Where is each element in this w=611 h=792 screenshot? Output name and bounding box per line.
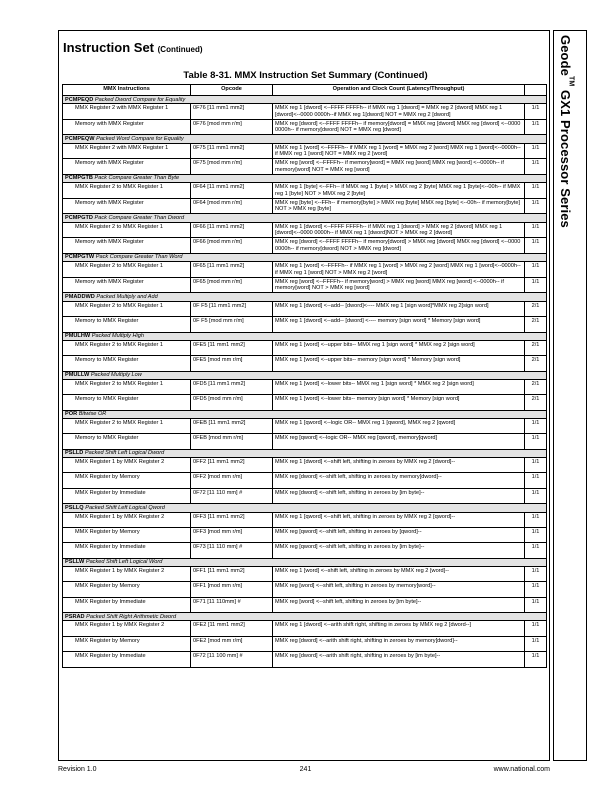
cell-instruction: MMX Register 2 with MMX Register 1 xyxy=(63,143,191,159)
table-row xyxy=(63,582,547,597)
table-row xyxy=(63,159,547,175)
cell-latency: 1/1 xyxy=(525,198,547,214)
group-header-row xyxy=(63,214,547,222)
cell-opcode: 0F F5 [mod mm r/m] xyxy=(191,317,273,332)
group-header xyxy=(63,410,547,418)
cell-opcode: 0FD5 [11 mm1 mm2] xyxy=(191,379,273,394)
cell-latency: 1/1 xyxy=(525,277,547,293)
group-header-row xyxy=(63,174,547,182)
group-header xyxy=(63,558,547,566)
cell-opcode: 0FF3 [11 mm1 mm2] xyxy=(191,512,273,527)
cell-operation: MMX reg [word] <--FFFFh-- if memory[word] = MMX reg [word] MMX reg [word] <--0000h-- if memory[word] NOT = MMX reg [word] xyxy=(273,159,525,175)
cell-operation: MMX reg [qword] <--logic OR-- MMX reg [qword], memory[qword] xyxy=(273,434,525,449)
table-row xyxy=(63,543,547,558)
footer-website[interactable]: www.national.com xyxy=(493,766,550,773)
group-header-row xyxy=(63,371,547,379)
cell-instruction: MMX Register 1 by MMX Register 2 xyxy=(63,621,191,636)
group-mnemonic: POR xyxy=(65,411,78,418)
group-header-row xyxy=(63,613,547,621)
cell-latency: 1/1 xyxy=(525,527,547,542)
cell-instruction: Memory with MMX Register xyxy=(63,159,191,175)
cell-instruction: MMX Register by Immediate xyxy=(63,652,191,667)
cell-instruction: MMX Register 2 to MMX Register 1 xyxy=(63,183,191,199)
cell-operation: MMX reg [qword] <--shift left, shifting in zeroes by [qword]-- xyxy=(273,527,525,542)
cell-opcode: 0F66 [mod mm r/m] xyxy=(191,238,273,254)
sidebar-title xyxy=(558,35,574,228)
cell-opcode: 0FEB [mod mm r/m] xyxy=(191,434,273,449)
header-latency xyxy=(525,85,547,96)
cell-opcode: 0FF1 [mod mm r/m] xyxy=(191,582,273,597)
trademark: TM xyxy=(567,75,575,87)
table-row xyxy=(63,418,547,433)
cell-opcode: 0FE2 [mod mm r/m] xyxy=(191,636,273,651)
table-row xyxy=(63,340,547,355)
group-mnemonic: PCMPEQD xyxy=(65,96,94,103)
cell-opcode: 0F75 [11 mm1 mm2] xyxy=(191,143,273,159)
table-row xyxy=(63,395,547,410)
cell-latency: 2/1 xyxy=(525,356,547,371)
cell-latency: 1/1 xyxy=(525,652,547,667)
cell-operation: MMX reg 1 [word] <--upper bits-- MMX reg 1 [sign word] * MMX reg 2 [sign word] xyxy=(273,340,525,355)
group-mnemonic: PCMPGTD xyxy=(65,214,93,221)
group-description: Bitwise OR xyxy=(78,411,107,418)
cell-instruction: MMX Register by Memory xyxy=(63,527,191,542)
cell-instruction: Memory to MMX Register xyxy=(63,395,191,410)
cell-latency: 1/1 xyxy=(525,262,547,278)
cell-opcode: 0F76 [11 mm1 mm2] xyxy=(191,104,273,120)
cell-instruction: MMX Register by Immediate xyxy=(63,488,191,503)
group-mnemonic: PCMPGTB xyxy=(65,175,93,182)
group-description: Packed Multiply Low xyxy=(90,372,142,379)
cell-operation: MMX reg 1 [dword] <--FFFF FFFFh-- if MMX reg 1 [dword] = MMX reg 2 [dword] MMX reg 1 [dword]<--0000 0000h--if MMX reg 1[dword] NOT = MMX reg 2 [dword] xyxy=(273,104,525,120)
group-description: Packed Shift Right Arithmetic Dword xyxy=(86,613,177,620)
group-description: Packed Shift Left Logical Qword xyxy=(85,504,165,511)
cell-operation: MMX reg [dword] <--FFFF FFFFh-- if memory[dword] > MMX reg [dword] MMX reg [dword] <--0000 0000h-- if memory[dword] NOT > MMX reg [dword] xyxy=(273,238,525,254)
group-mnemonic: PCMPGTW xyxy=(65,254,95,261)
cell-instruction: Memory to MMX Register xyxy=(63,356,191,371)
cell-instruction: Memory with MMX Register xyxy=(63,277,191,293)
group-header xyxy=(63,174,547,182)
cell-latency: 1/1 xyxy=(525,183,547,199)
group-header-row xyxy=(63,253,547,261)
group-mnemonic: PMULLW xyxy=(65,372,90,379)
group-description: Pack Compare Greater Than Word xyxy=(95,254,183,261)
cell-operation: MMX reg 1 [word] <--shift left, shifting in zeroes by MMX reg 2 [word]-- xyxy=(273,566,525,581)
table-row xyxy=(63,198,547,214)
group-header xyxy=(63,96,547,104)
sidebar-brand: Geode xyxy=(558,35,573,76)
cell-instruction: MMX Register by Memory xyxy=(63,636,191,651)
cell-latency: 1/1 xyxy=(525,418,547,433)
header-operation: Operation and Clock Count (Latency/Throughput) xyxy=(273,85,525,96)
table-row xyxy=(63,527,547,542)
cell-operation: MMX reg 1 [word] <--lower bits-- memory [sign word] * Memory [sign word] xyxy=(273,395,525,410)
table-row xyxy=(63,301,547,316)
cell-operation: MMX reg 1 [dword] <--add-- [dword]<---- MMX reg 1 [sign word]*MMX reg 2[sign word] xyxy=(273,301,525,316)
group-mnemonic: PSLLQ xyxy=(65,504,84,511)
table-row xyxy=(63,183,547,199)
group-mnemonic: PSLLD xyxy=(65,450,84,457)
cell-instruction: MMX Register by Memory xyxy=(63,473,191,488)
table-row xyxy=(63,488,547,503)
group-description: Packed Multiply and Add xyxy=(96,293,158,300)
cell-operation: MMX reg 1 [qword] <--logic OR-- MMX reg 1 [qword], MMX reg 2 [qword] xyxy=(273,418,525,433)
cell-operation: MMX reg [dword] <--shift left, shifting in zeroes by [im byte]-- xyxy=(273,488,525,503)
cell-opcode: 0FE5 [mod mm r/m] xyxy=(191,356,273,371)
sidebar xyxy=(553,30,587,761)
cell-operation: MMX reg 1 [word] <--upper bits-- memory [sign word] * Memory [sign word] xyxy=(273,356,525,371)
cell-instruction: MMX Register 2 to MMX Register 1 xyxy=(63,222,191,238)
table-row xyxy=(63,636,547,651)
group-description: Pack Compare Greater Than Dword xyxy=(94,214,185,221)
cell-opcode: 0F64 [11 mm1 mm2] xyxy=(191,183,273,199)
sidebar-series: GX1 Processor Series xyxy=(558,86,573,228)
footer-page-number: 241 xyxy=(299,766,312,773)
cell-operation: MMX reg 1 [dword] <--shift left, shifting in zeroes by MMX reg 2 [dword]-- xyxy=(273,458,525,473)
cell-latency: 2/1 xyxy=(525,395,547,410)
section-title xyxy=(63,40,203,55)
group-mnemonic: PMULHW xyxy=(65,333,91,339)
cell-latency: 1/1 xyxy=(525,582,547,597)
cell-operation: MMX reg [dword] <--arith shift right, shifting in zeroes by memory[dword]-- xyxy=(273,636,525,651)
cell-instruction: MMX Register by Memory xyxy=(63,582,191,597)
cell-operation: MMX reg [byte] <--FFh-- if memory[byte] > MMX reg [byte] MMX reg [byte] <--00h-- if memory[byte] NOT > MMX reg [byte] xyxy=(273,198,525,214)
cell-latency: 2/1 xyxy=(525,301,547,316)
group-description: Packed Dword Compare for Equality xyxy=(94,96,186,103)
cell-opcode: 0FF3 [mod mm r/m] xyxy=(191,527,273,542)
cell-latency: 1/1 xyxy=(525,597,547,612)
cell-latency: 2/1 xyxy=(525,317,547,332)
cell-instruction: MMX Register 1 by MMX Register 2 xyxy=(63,566,191,581)
table-row xyxy=(63,262,547,278)
group-header-row xyxy=(63,504,547,512)
group-header xyxy=(63,504,547,512)
table-row xyxy=(63,238,547,254)
cell-operation: MMX reg [word] <--shift left, shifting in zeroes by memory[word]-- xyxy=(273,582,525,597)
cell-operation: MMX reg [word] <--FFFFh-- if memory[word] > MMX reg [word] MMX reg [word] <--0000h-- if memory[word] NOT > MMX reg [word] xyxy=(273,277,525,293)
cell-instruction: MMX Register 2 to MMX Register 1 xyxy=(63,379,191,394)
table-title: Table 8-31. MMX Instruction Set Summary (Continued) xyxy=(183,70,428,81)
group-description: Packed Multiply High xyxy=(91,333,144,339)
cell-operation: MMX reg 1 [word] <--lower bits-- MMX reg 1 [sign word] * MMX reg 2 [sign word] xyxy=(273,379,525,394)
table-header-row xyxy=(63,85,547,96)
group-header xyxy=(63,214,547,222)
group-header-row xyxy=(63,293,547,301)
cell-instruction: MMX Register 1 by MMX Register 2 xyxy=(63,458,191,473)
header-opcode: Opcode xyxy=(191,85,273,96)
table-row xyxy=(63,597,547,612)
cell-opcode: 0FE5 [11 mm1 mm2] xyxy=(191,340,273,355)
cell-operation: MMX reg 1 [dword] <--arith shift right, shifting in zeroes by MMX reg 2 [dword--] xyxy=(273,621,525,636)
cell-latency: 1/1 xyxy=(525,636,547,651)
cell-instruction: Memory with MMX Register xyxy=(63,119,191,135)
table-row xyxy=(63,566,547,581)
group-header xyxy=(63,293,547,301)
cell-operation: MMX reg 1 [word] <--FFFFh-- if MMX reg 1 [word] > MMX reg 2 [word] MMX reg 1 [word]<--0000h-- if MMX reg 1 [word] NOT > MMX reg 2 [word] xyxy=(273,262,525,278)
table-wrap xyxy=(62,84,546,668)
cell-instruction: Memory with MMX Register xyxy=(63,238,191,254)
header-instructions: MMX Instructions xyxy=(63,85,191,96)
table-row xyxy=(63,473,547,488)
cell-latency: 1/1 xyxy=(525,473,547,488)
cell-latency: 1/1 xyxy=(525,119,547,135)
group-header xyxy=(63,135,547,143)
table-body xyxy=(63,96,547,668)
cell-opcode: 0F66 [11 mm1 mm2] xyxy=(191,222,273,238)
group-mnemonic: PCMPEQW xyxy=(65,135,95,142)
cell-instruction: MMX Register 2 to MMX Register 1 xyxy=(63,301,191,316)
cell-operation: MMX reg 1 [qword] <--shift left, shifting in zeroes by MMX reg 2 [qword]-- xyxy=(273,512,525,527)
table-row xyxy=(63,317,547,332)
cell-latency: 1/1 xyxy=(525,159,547,175)
group-header-row xyxy=(63,410,547,418)
cell-opcode: 0FD5 [mod mm r/m] xyxy=(191,395,273,410)
section-title-text: Instruction Set xyxy=(63,40,155,55)
cell-latency: 2/1 xyxy=(525,340,547,355)
cell-latency: 1/1 xyxy=(525,621,547,636)
cell-latency: 1/1 xyxy=(525,488,547,503)
table-row xyxy=(63,621,547,636)
cell-latency: 1/1 xyxy=(525,512,547,527)
group-header-row xyxy=(63,96,547,104)
cell-operation: MMX reg 1 [byte] <--FFh-- if MMX reg 1 [byte] > MMX reg 2 [byte] MMX reg 1 [byte]<--00h-- if MMX reg 1 [byte] NOT > MMX reg 2 [byte] xyxy=(273,183,525,199)
cell-instruction: MMX Register 2 to MMX Register 1 xyxy=(63,262,191,278)
cell-instruction: MMX Register by Immediate xyxy=(63,597,191,612)
cell-opcode: 0F65 [mod mm r/m] xyxy=(191,277,273,293)
table-row xyxy=(63,356,547,371)
group-mnemonic: PSLLW xyxy=(65,559,85,566)
cell-latency: 1/1 xyxy=(525,143,547,159)
cell-opcode: 0F76 [mod mm r/m] xyxy=(191,119,273,135)
cell-latency: 1/1 xyxy=(525,566,547,581)
cell-instruction: MMX Register 2 to MMX Register 1 xyxy=(63,340,191,355)
cell-instruction: MMX Register 1 by MMX Register 2 xyxy=(63,512,191,527)
table-row xyxy=(63,379,547,394)
table-row xyxy=(63,652,547,667)
group-header-row xyxy=(63,449,547,457)
group-description: Packed Shift Left Logical Word xyxy=(85,559,163,566)
group-mnemonic: PSRAD xyxy=(65,613,85,620)
cell-instruction: MMX Register 2 to MMX Register 1 xyxy=(63,418,191,433)
cell-instruction: Memory to MMX Register xyxy=(63,434,191,449)
cell-operation: MMX reg [word] <--shift left, shifting in zeroes by [im byte]-- xyxy=(273,597,525,612)
cell-instruction: MMX Register by Immediate xyxy=(63,543,191,558)
cell-operation: MMX reg [dword] <--FFFF FFFFh-- if memory[dword] = MMX reg [dword] MMX reg [dword] <--0000 0000h-- if memory[dword] NOT = MMX reg [dword] xyxy=(273,119,525,135)
group-description: Packed Word Compare for Equality xyxy=(96,135,184,142)
cell-operation: MMX reg 1 [dword] <--add-- [dword] <---- memory [sign word] * Memory [sign word] xyxy=(273,317,525,332)
group-description: Packed Shift Left Logical Dword xyxy=(84,450,165,457)
cell-operation: MMX reg [dword] <--shift left, shifting in zeroes by memory[dword]-- xyxy=(273,473,525,488)
group-header xyxy=(63,371,547,379)
footer-revision: Revision 1.0 xyxy=(58,766,97,773)
cell-opcode: 0F64 [mod mm r/m] xyxy=(191,198,273,214)
group-description: Pack Compare Greater Than Byte xyxy=(94,175,180,182)
table-row xyxy=(63,434,547,449)
group-header xyxy=(63,332,547,340)
cell-opcode: 0F72 [11 100 mm] # xyxy=(191,652,273,667)
cell-opcode: 0F71 [11 110mm] # xyxy=(191,597,273,612)
table-row xyxy=(63,143,547,159)
cell-latency: 1/1 xyxy=(525,434,547,449)
table-row xyxy=(63,458,547,473)
cell-opcode: 0FF2 [11 mm1 mm2] xyxy=(191,458,273,473)
cell-opcode: 0F72 [11 110 mm] # xyxy=(191,488,273,503)
section-title-cont: (Continued) xyxy=(157,45,203,54)
cell-opcode: 0FEB [11 mm1 mm2] xyxy=(191,418,273,433)
cell-opcode: 0FE2 [11 mm1 mm2] xyxy=(191,621,273,636)
group-header xyxy=(63,613,547,621)
cell-instruction: MMX Register 2 with MMX Register 1 xyxy=(63,104,191,120)
group-header-row xyxy=(63,332,547,340)
cell-operation: MMX reg 1 [dword] <--FFFF FFFFh-- if MMX reg 1 [dword] > MMX reg 2 [dword] MMX reg 1 [dword]<--0000 0000h-- if MMX reg 1 [dword]NOT > MMX reg 2 [dword] xyxy=(273,222,525,238)
cell-operation: MMX reg 1 [word] <--FFFFh-- if MMX reg 1 [word] = MMX reg 2 [word] MMX reg 1 [word]<--0000h-- if MMX reg 1 [word] NOT = MMX reg 2 [word] xyxy=(273,143,525,159)
cell-instruction: Memory with MMX Register xyxy=(63,198,191,214)
table-row xyxy=(63,104,547,120)
cell-latency: 1/1 xyxy=(525,543,547,558)
cell-opcode: 0F65 [11 mm1 mm2] xyxy=(191,262,273,278)
table-row xyxy=(63,119,547,135)
group-header-row xyxy=(63,135,547,143)
cell-latency: 1/1 xyxy=(525,458,547,473)
table-row xyxy=(63,512,547,527)
cell-opcode: 0F75 [mod mm r/m] xyxy=(191,159,273,175)
cell-operation: MMX reg [dword] <--arith shift right, shifting in zeroes by [im byte]-- xyxy=(273,652,525,667)
cell-latency: 2/1 xyxy=(525,379,547,394)
cell-operation: MMX reg [qword] <--shift left, shifting in zeroes by [im byte]-- xyxy=(273,543,525,558)
cell-latency: 1/1 xyxy=(525,104,547,120)
mmx-instruction-table xyxy=(62,84,547,668)
group-mnemonic: PMADDWD xyxy=(65,293,95,300)
group-header xyxy=(63,449,547,457)
cell-latency: 1/1 xyxy=(525,238,547,254)
group-header-row xyxy=(63,558,547,566)
cell-opcode: 0FF2 [mod mm r/m] xyxy=(191,473,273,488)
group-header xyxy=(63,253,547,261)
cell-opcode: 0F73 [11 110 mm] # xyxy=(191,543,273,558)
cell-opcode: 0F F5 [11 mm1 mm2] xyxy=(191,301,273,316)
cell-opcode: 0FF1 [11 mm1 mm2] xyxy=(191,566,273,581)
table-row xyxy=(63,277,547,293)
cell-latency: 1/1 xyxy=(525,222,547,238)
table-row xyxy=(63,222,547,238)
cell-instruction: Memory to MMX Register xyxy=(63,317,191,332)
